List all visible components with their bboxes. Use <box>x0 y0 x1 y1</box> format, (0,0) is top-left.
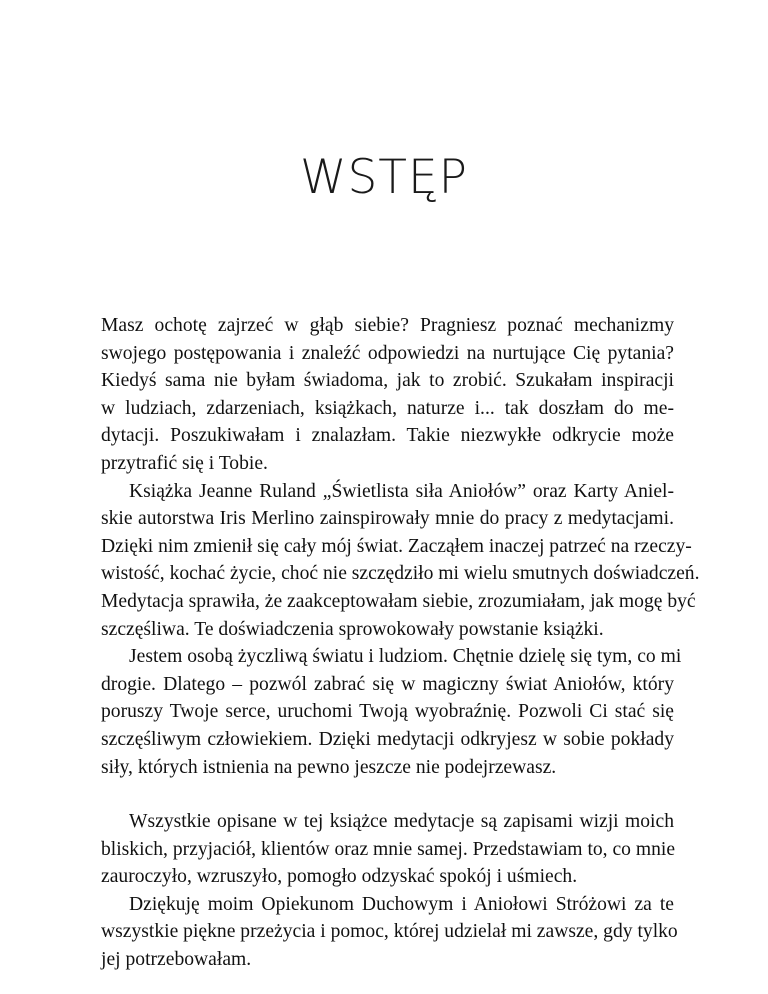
text-line: siły, których istnienia na pewno jeszcze nie podejrzewasz. <box>101 756 557 778</box>
text-line: wszystkie piękne przeżycia i pomoc, której udzielał mi zawsze, gdy tylko <box>101 921 678 943</box>
text-line: wistość, kochać życie, choć nie szczędziło mi wielu smutnych doświadczeń. <box>101 563 700 585</box>
text-line: skie autorstwa Iris Merlino zainspirowały mnie do pracy z medytacjami. <box>101 508 674 530</box>
paragraph-2 <box>101 478 700 644</box>
text-line: bliskich, przyjaciół, klientów oraz mnie samej. Przedstawiam to, co mnie <box>101 838 676 860</box>
text-line: Kiedyś sama nie byłam świadoma, jak to zrobić. Szukałam inspiracji <box>101 370 674 392</box>
text-line: Masz ochotę zajrzeć w głąb siebie? Pragniesz poznać mechanizmy <box>101 315 674 336</box>
chapter-title: WSTĘP <box>299 150 469 205</box>
text-line: Dzięki nim zmienił się cały mój świat. Zacząłem inaczej patrzeć na rzeczy- <box>101 535 692 557</box>
text-line: Wszystkie opisane w tej książce medytacje są zapisami wizji moich <box>129 811 674 833</box>
text-line: Jestem osobą życzliwą światu i ludziom. Chętnie dzielę się tym, co mi <box>129 646 682 668</box>
text-line: Medytacja sprawiła, że zaakceptowałam siebie, zrozumiałam, jak mogę być <box>101 590 696 612</box>
text-line: przytrafić się i Tobie. <box>101 452 268 474</box>
paragraph-3 <box>101 643 682 781</box>
text-line: jej potrzebowałam. <box>101 949 252 971</box>
paragraph-4 <box>101 808 674 891</box>
paragraph-1 <box>101 312 674 478</box>
text-line: szczęśliwa. Te doświadczenia sprowokowały powstanie książki. <box>101 618 604 640</box>
text-line: swojego postępowania i znaleźć odpowiedzi na nurtujące Cię pytania? <box>101 342 674 364</box>
text-line: w ludziach, zdarzeniach, książkach, naturze i... tak doszłam do me- <box>101 397 674 419</box>
text-line: poruszy Twoje serce, uruchomi Twoją wyobraźnię. Pozwoli Ci stać się <box>101 701 674 723</box>
text-line: szczęśliwym człowiekiem. Dzięki medytacji odkryjesz w sobie pokłady <box>101 728 674 750</box>
text-line: Dziękuję moim Opiekunom Duchowym i Aniołowi Stróżowi za te <box>129 893 674 915</box>
text-line: drogie. Dlatego – pozwól zabrać się w magiczny świat Aniołów, który <box>101 673 674 695</box>
body-text <box>101 312 700 974</box>
text-line: Książka Jeanne Ruland „Świetlista siła Aniołów” oraz Karty Aniel- <box>129 480 674 502</box>
text-line: zauroczyło, wzruszyło, pomogło odzyskać spokój i uśmiech. <box>101 866 578 888</box>
paragraph-5 <box>101 891 678 974</box>
text-line: dytacji. Poszukiwałam i znalazłam. Takie niezwykłe odkrycie może <box>101 425 674 447</box>
